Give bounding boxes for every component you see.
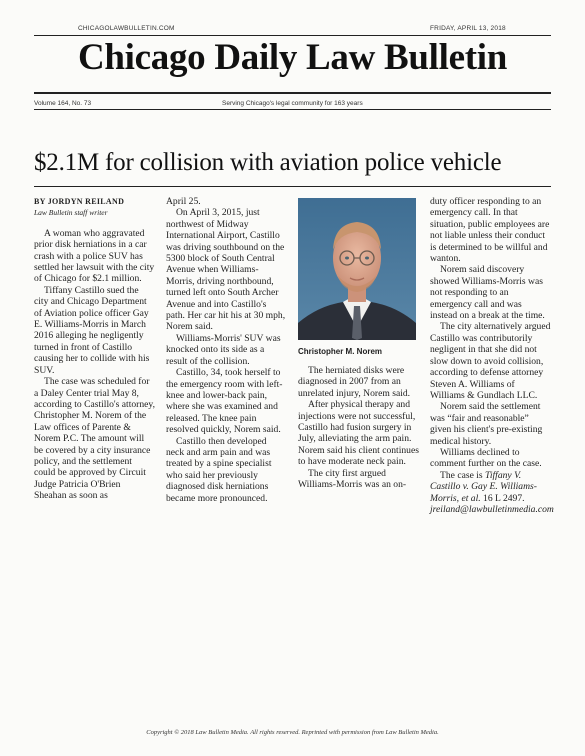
- masthead: Chicago Daily Law Bulletin: [77, 37, 508, 78]
- headline-rule: [34, 186, 551, 187]
- paragraph: Castillo then developed neck and arm pain and was treated by a spine specialist who said her previously diagnosed disk herniations became more pronounced.: [166, 435, 272, 504]
- headline: $2.1M for collision with aviation police vehicle: [34, 149, 502, 176]
- author-photo: [298, 198, 416, 340]
- masthead-rule: [34, 92, 551, 94]
- article-column-3: [298, 365, 419, 490]
- paragraph: Williams declined to comment further on the case.: [430, 446, 542, 470]
- author-email[interactable]: jreiland@lawbulletinmedia.com: [430, 503, 554, 515]
- byline: BY JORDYN REILAND: [34, 197, 125, 206]
- paragraph: The city alternatively argued Castillo was contributorily negligent in that she did not slow down to avoid collision, according to defense attorney Steven A. Williams of Williams & Gundlach LLC.: [430, 321, 551, 401]
- paragraph: [430, 470, 551, 504]
- paragraph: After physical therapy and injections were not successful, Castillo had fusion surgery in July, alleviating the arm pain. Norem said his client continues to have moderate neck pain.: [298, 399, 419, 468]
- article-column-2: [166, 196, 287, 504]
- tagline: Serving Chicago's legal community for 163 years: [222, 100, 363, 107]
- subline-rule: [34, 109, 551, 110]
- paragraph: Tiffany Castillo sued the city and Chicago Department of Aviation police officer Gay E. Williams-Morris in March 2016 alleging he negligently turned in front of Castillo causing her to collide with his SUV.: [34, 284, 150, 376]
- paragraph: The city first argued Williams-Morris was an on-: [298, 467, 407, 491]
- case-intro: The case is: [440, 469, 483, 481]
- issue-date: FRIDAY, APRIL 13, 2018: [430, 25, 506, 32]
- paragraph: Williams-Morris' SUV was knocked onto its side as a result of the collision.: [166, 332, 281, 367]
- case-citation: Tiffany V. Castillo v. Gay E. Williams-Morris, et al.: [430, 469, 537, 504]
- paragraph: April 25.: [166, 196, 201, 207]
- paragraph: Castillo, 34, took herself to the emergency room with left-knee and lower-back pain, where she was examined and released. The knee pain resolved quickly, Norem said.: [166, 367, 283, 436]
- paragraph: Norem said the settlement was “fair and reasonable” given his client's pre-existing medical history.: [430, 401, 543, 447]
- paragraph: A woman who aggravated prior disk herniations in a car crash with a police SUV has settled her lawsuit with the city of Chicago for $2.1 million.: [34, 227, 155, 285]
- byline-role: Law Bulletin staff writer: [34, 208, 108, 218]
- article-column-1: [34, 196, 155, 502]
- paragraph: duty officer responding to an emergency call. In that situation, public employees are not liable unless their conduct is determined to be willful and wanton.: [430, 196, 550, 265]
- photo-caption: Christopher M. Norem: [298, 347, 383, 356]
- volume-number: Volume 164, No. 73: [34, 100, 92, 107]
- article-column-4: [430, 196, 554, 515]
- paragraph: The case was scheduled for a Daley Center trial May 8, according to Castillo's attorney, Christopher M. Norem of the Law offices of Parente & Norem P.C. The amount will be covered by a city insurance policy, and the settlement could be approved by Circuit Judge Patricia O'Brien Sheahan as soon as: [34, 376, 155, 502]
- site-url: CHICAGOLAWBULLETIN.COM: [78, 25, 175, 32]
- paragraph: On April 3, 2015, just northwest of Midway International Airport, Castillo was driving southbound on the 5300 block of South Central Avenue when Williams-Morris, driving northbound, turned left onto South Archer Avenue and into Castillo's path. Her car hit his at 30 mph, Norem said.: [166, 207, 286, 333]
- paragraph: The herniated disks were diagnosed in 2007 from an unrelated injury, Norem said.: [298, 365, 411, 399]
- copyright-notice: Copyright © 2018 Law Bulletin Media. All rights reserved. Reprinted with permission from Law Bulletin Media.: [146, 729, 439, 736]
- paragraph: Norem said discovery showed Williams-Morris was not responding to an emergency call and was instead on a break at the time.: [430, 264, 545, 322]
- case-number: 16 L 2497.: [483, 492, 525, 504]
